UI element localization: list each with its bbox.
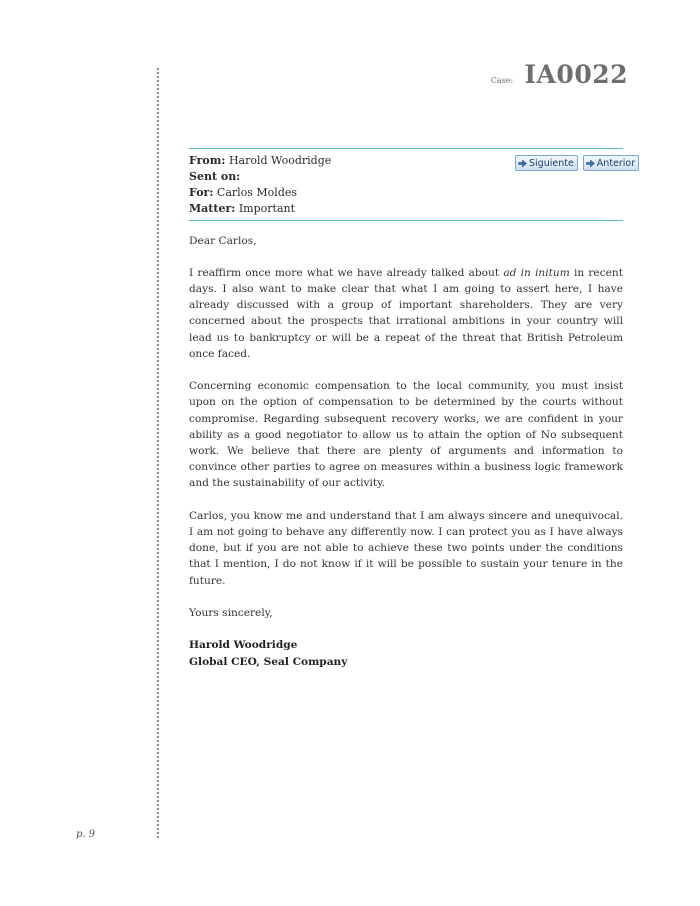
previous-button[interactable] xyxy=(583,155,639,171)
email-header xyxy=(189,153,331,217)
for-value: Carlos Moldes xyxy=(216,186,298,199)
paragraph-2: Concerning economic compensation to the local community, you must insist upon on the option of compensation to be determined by the courts without compromise. Regarding subsequent recovery works, we are confident in your ability as a good negotiator to allow us to attain the option of No subsequent work. We believe that there are plenty of arguments and information to convince other parties to agree on measures within a business logic framework and the sustainability of our activity. xyxy=(189,380,623,490)
email-header-bottom-rule xyxy=(189,220,623,221)
from-row xyxy=(189,153,331,169)
case-label: Case: xyxy=(490,76,514,85)
signature-name: Harold Woodridge xyxy=(189,639,298,652)
paragraph-3: Carlos, you know me and understand that I am always sincere and unequivocal. I am not going to behave any differently now. I can protect you as I have always done, but if you are not able to achieve these two points under the conditions that I mention, I do not know if it will be possible to sustain your tenure in the future. xyxy=(189,509,623,587)
margin-dotted-rule xyxy=(157,68,159,838)
letter-body xyxy=(189,233,623,670)
case-header xyxy=(491,60,628,89)
matter-label: Matter: xyxy=(189,202,236,215)
for-row xyxy=(189,185,331,201)
latin-phrase: ad in initum xyxy=(503,266,570,279)
email-header-top-rule xyxy=(189,148,623,149)
salutation: Dear Carlos, xyxy=(189,235,257,247)
sent-label: Sent on: xyxy=(189,170,241,183)
case-id: IA0022 xyxy=(524,60,628,89)
paragraph-1-end: in recent days. I also want to make clear that what I am going to assert here, I have already discussed with a group of important shareholders. They are very concerned about the prospects that irrational ambitions in your country will lead us to bankruptcy or will be a repeat of the threat that British Petroleum once faced. xyxy=(189,266,623,360)
next-button[interactable] xyxy=(515,155,578,171)
paragraph-1-start: I reaffirm once more what we have already talked about xyxy=(189,266,500,279)
arrow-right-icon xyxy=(586,159,595,168)
signature-title: Global CEO, Seal Company xyxy=(189,655,348,668)
from-label: From: xyxy=(189,154,226,167)
page-number: p. 9 xyxy=(76,829,96,840)
matter-row xyxy=(189,201,331,217)
closing: Yours sincerely, xyxy=(189,606,273,619)
previous-button-label: Anterior xyxy=(596,157,636,169)
email-navigation xyxy=(515,155,639,171)
paragraph-1 xyxy=(189,265,623,362)
from-value: Harold Woodridge xyxy=(228,154,332,167)
sent-row xyxy=(189,169,331,185)
next-button-label: Siguiente xyxy=(529,157,574,169)
matter-value: Important xyxy=(238,202,296,215)
arrow-right-icon xyxy=(518,159,527,168)
for-label: For: xyxy=(189,186,214,199)
